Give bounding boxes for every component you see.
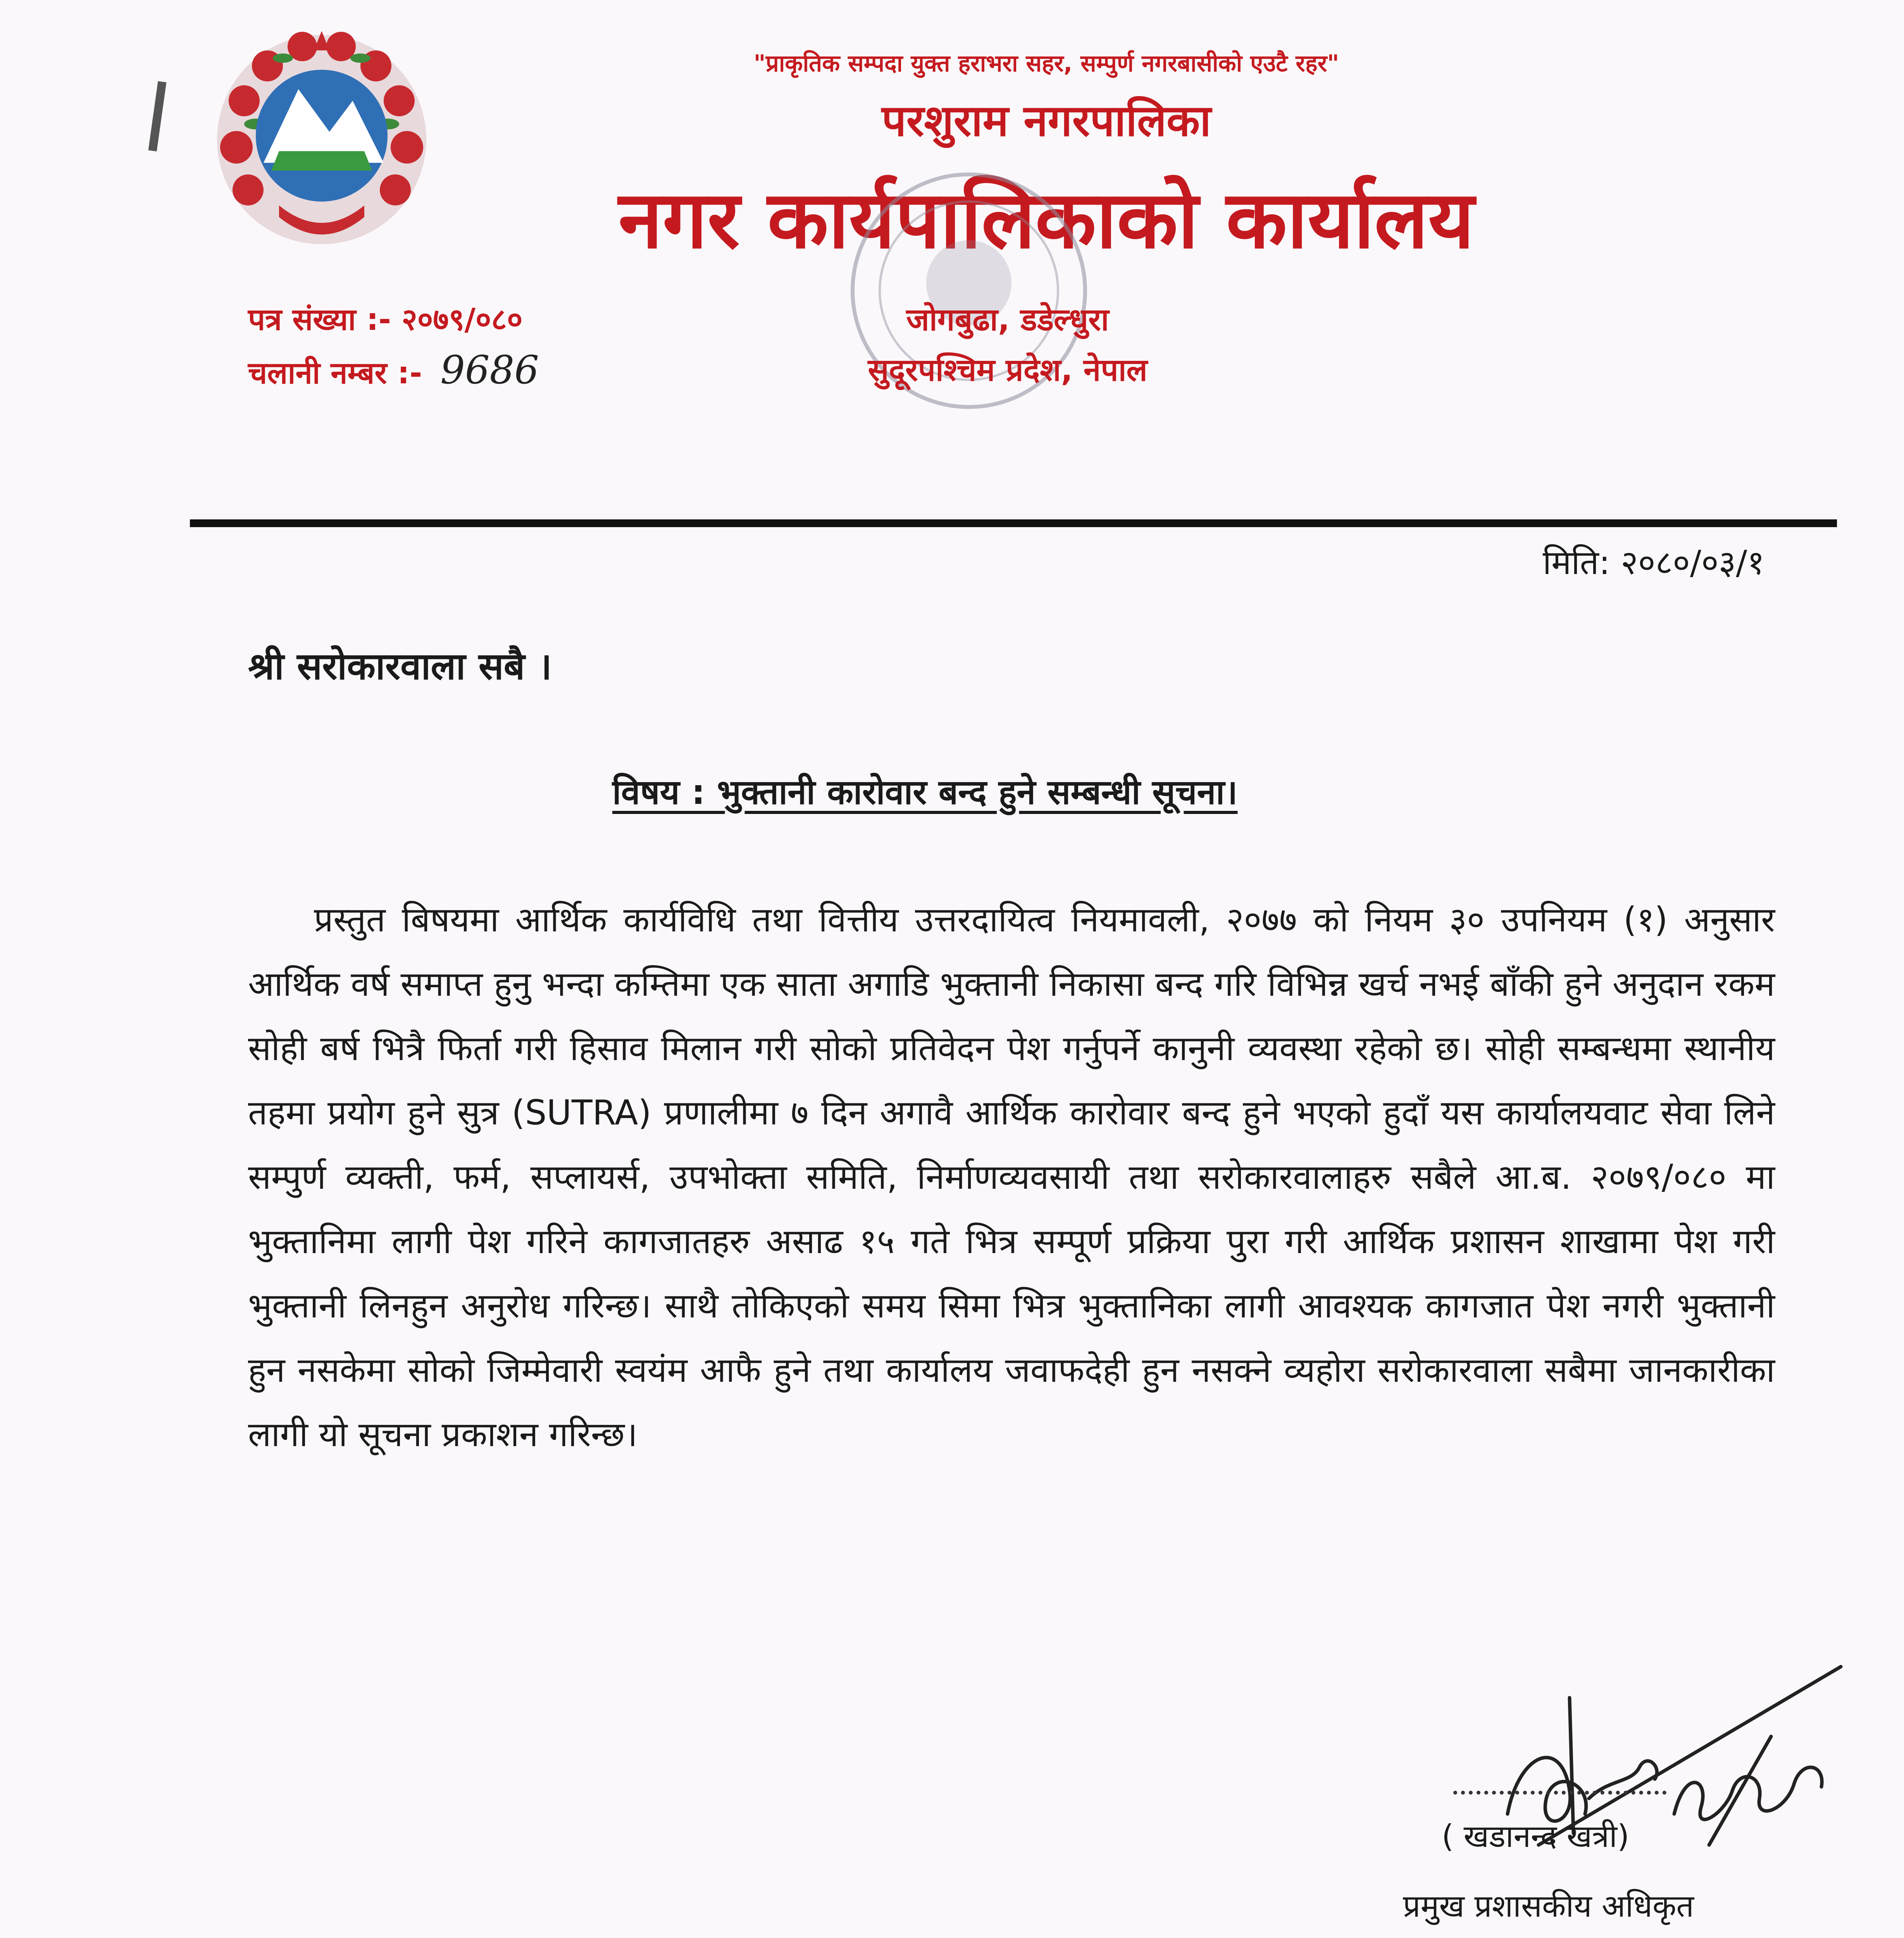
signature-dotted-line bbox=[1453, 1791, 1666, 1795]
reference-block bbox=[248, 295, 829, 398]
letter-number-value: २०७९/०८० bbox=[401, 302, 523, 337]
header-divider bbox=[190, 519, 1837, 527]
letter-date: मिति: २०८०/०३/१ bbox=[1542, 543, 1764, 582]
office-title: नगर कार्यपालिकाको कार्यालय bbox=[618, 174, 1475, 266]
address-line-1: जोगबुढा, डडेल्धुरा bbox=[906, 302, 1109, 338]
dispatch-number-row bbox=[248, 345, 829, 398]
slogan: "प्राकृतिक सम्पदा युक्त हराभरा सहर, सम्पुर्ण नगरबासीको एउटै रहर" bbox=[753, 50, 1339, 77]
margin-pen-mark bbox=[148, 81, 167, 151]
address-line-2: सुदूरपश्चिम प्रदेश, नेपाल bbox=[868, 352, 1148, 388]
letter-body: प्रस्तुत बिषयमा आर्थिक कार्यविधि तथा वित्तीय उत्तरदायित्व नियमावली, २०७७ को नियम ३० उपनियम (१) अनुसार आर्थिक वर्ष समाप्त हुनु भन्दा कम्तिमा एक साता अगाडि भुक्तानी निकासा बन्द गरि विभिन्न खर्च नभई बाँकी हुने अनुदान रकम सोही बर्ष भित्रै फिर्ता गरी हिसाव मिलान गरी सोको प्रतिवेदन पेश गर्नुपर्ने कानुनी व्यवस्था रहेको छ। सोही सम्बन्धमा स्थानीय तहमा प्रयोग हुने सुत्र (SUTRA) प्रणालीमा ७ दिन अगावै आर्थिक कारोवार बन्द हुने भएको हुदाँ यस कार्यालयवाट सेवा लिने सम्पुर्ण व्यक्ती, फर्म, सप्लायर्स, उपभोक्ता समिति, निर्माणव्यवसायी तथा सरोकारवालाहरु सबैले आ.ब. २०७९/०८० मा भुक्तानिमा लागी पेश गरिने कागजातहरु असाढ १५ गते भित्र सम्पूर्ण प्रक्रिया पुरा गरी आर्थिक प्रशासन शाखामा पेश गरी भुक्तानी लिनहुन अनुरोध गरिन्छ। साथै तोकिएको समय सिमा भित्र भुक्तानिका लागी आवश्यक कागजात पेश नगरी भुक्तानी हुन नसकेमा सोको जिम्मेवारी स्वयंम आफै हुने तथा कार्यालय जवाफदेही हुन नसक्ने व्यहोरा सरोकारवाला सबैमा जानकारीका लागी यो सूचना प्रकाशन गरिन्छ। bbox=[248, 900, 1775, 1454]
letter-number-label: पत्र संख्या :- bbox=[248, 302, 391, 337]
municipality-name: परशुराम नगरपालिका bbox=[882, 96, 1211, 146]
letter-number-row bbox=[248, 295, 829, 345]
addressee: श्री सरोकारवाला सबै । bbox=[248, 645, 552, 688]
subject-line: विषय : भुक्तानी कारोवार बन्द हुने सम्बन्धी सूचना। bbox=[612, 772, 1238, 812]
dispatch-number-value: 9686 bbox=[440, 347, 539, 393]
office-address bbox=[833, 295, 1182, 395]
dispatch-number-label: चलानी नम्बर :- bbox=[248, 356, 422, 391]
signer-name: ( खडानन्द खत्री) bbox=[1442, 1818, 1630, 1854]
nepal-emblem-logo bbox=[202, 23, 442, 256]
signer-title: प्रमुख प्रशासकीय अधिकृत bbox=[1403, 1888, 1694, 1924]
